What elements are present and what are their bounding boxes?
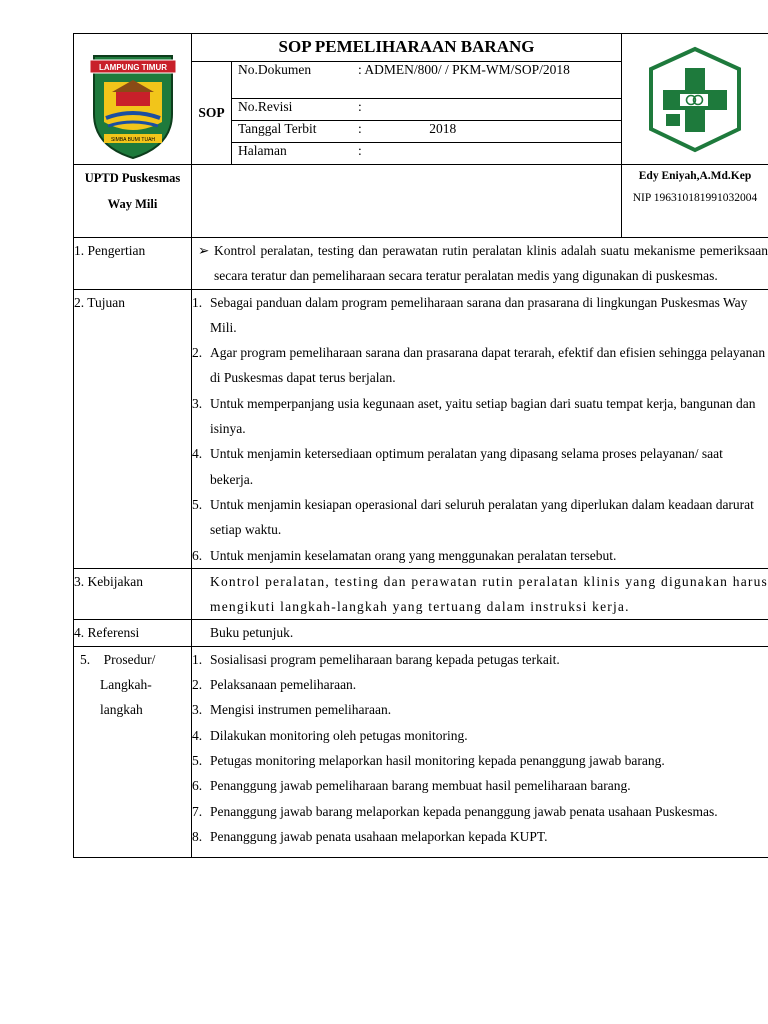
org-line-1: UPTD Puskesmas (84, 171, 181, 185)
signer-nip: NIP 196310181991032004 (632, 192, 758, 204)
section-pengertian (192, 238, 768, 290)
list-item: 2. Agar program pemeliharaan sarana dan prasarana dapat terarah, efektif dan efisien sehingga pelayanan di Puskesmas dapat terus berjalan. (192, 345, 766, 386)
section-kebijakan (192, 568, 768, 620)
list-item: 5. Petugas monitoring melaporkan hasil monitoring kepada penanggung jawab barang. (192, 752, 665, 768)
list-item: 1. Sosialisasi program pemeliharaan barang kepada petugas terkait. (192, 651, 560, 667)
section-label-tujuan: 2. Tujuan (74, 289, 192, 568)
meta-halaman: Halaman : (232, 143, 622, 165)
prosedur-list (192, 647, 768, 849)
list-item: 3. Untuk memperpanjang usia kegunaan aset, yaitu setiap bagian dari suatu tempat kerja, bangunan dan isinya. (192, 395, 756, 437)
signature-block (622, 165, 768, 238)
svg-text:LAMPUNG TIMUR: LAMPUNG TIMUR (99, 63, 167, 72)
list-item: 3. Mengisi instrumen pemeliharaan. (192, 702, 392, 718)
regency-logo-cell (74, 34, 192, 165)
arrow-bullet-icon: ➢ (198, 243, 210, 258)
section-tujuan (192, 289, 768, 568)
section-label-referensi: 4. Referensi (74, 620, 192, 646)
list-item: 4. Dilakukan monitoring oleh petugas monitoring. (192, 727, 468, 743)
pengertian-text: Kontrol peralatan, testing dan perawatan rutin peralatan klinis adalah suatu mekanisme pemeriksaan secara teratur dan pemeliharaan secara teratur peralatan medis yang digunakan di puskesmas. (214, 243, 768, 284)
list-item: 7. Penanggung jawab barang melaporkan kepada penanggung jawab penata usahaan Puskesmas. (192, 803, 718, 819)
organization-name (74, 165, 192, 238)
section-label-kebijakan: 3. Kebijakan (74, 568, 192, 620)
signer-name: Edy Eniyah,A.Md.Kep (638, 170, 752, 182)
list-item: 6. Penanggung jawab pemeliharaan barang membuat hasil pemeliharaan barang. (192, 778, 631, 794)
section-prosedur (192, 646, 768, 857)
org-line-2: Way Mili (107, 197, 158, 211)
section-referensi (192, 620, 768, 646)
meta-no-revisi: No.Revisi : (232, 99, 622, 121)
section-label-pengertian: 1. Pengertian (74, 238, 192, 290)
sop-label: SOP (192, 62, 232, 165)
empty-header-cell (192, 165, 622, 238)
sop-table (73, 33, 768, 858)
kebijakan-text: Kontrol peralatan, testing dan perawatan rutin peralatan klinis yang digunakan harus mengikuti langkah-langkah yang tertuang dalam instruksi kerja. (210, 573, 768, 615)
tujuan-list (192, 290, 768, 568)
meta-tanggal-terbit: Tanggal Terbit : 2018 (232, 121, 622, 143)
puskesmas-logo-cell (622, 34, 768, 165)
meta-no-dokumen: No.Dokumen : ADMEN/800/ / PKM-WM/SOP/2018 (232, 62, 622, 99)
lampung-timur-emblem-icon (74, 34, 192, 164)
list-item: 1. Sebagai panduan dalam program pemeliharaan sarana dan prasarana di lingkungan Puskesmas Way Mili. (192, 294, 748, 335)
document-title: SOP PEMELIHARAAN BARANG (192, 34, 622, 62)
list-item: 6. Untuk menjamin keselamatan orang yang menggunakan peralatan tersebut. (192, 547, 617, 563)
svg-text:SIMBA BUMI TUAH: SIMBA BUMI TUAH (110, 137, 156, 143)
list-item: 8. Penanggung jawab penata usahaan melaporkan kepada KUPT. (192, 828, 548, 844)
puskesmas-cross-logo-icon (622, 34, 768, 164)
list-item: 5. Untuk menjamin kesiapan operasional dari seluruh peralatan yang diperlukan dalam keadaan darurat setiap waktu. (192, 496, 754, 538)
list-item: 2. Pelaksanaan pemeliharaan. (192, 677, 357, 693)
referensi-text: Buku petunjuk. (210, 625, 294, 641)
section-label-prosedur: 5. Prosedur/ Langkah- langkah (74, 646, 192, 857)
list-item: 4. Untuk menjamin ketersediaan optimum peralatan yang dipasang selama proses pelayanan/ saat bekerja. (192, 446, 723, 487)
